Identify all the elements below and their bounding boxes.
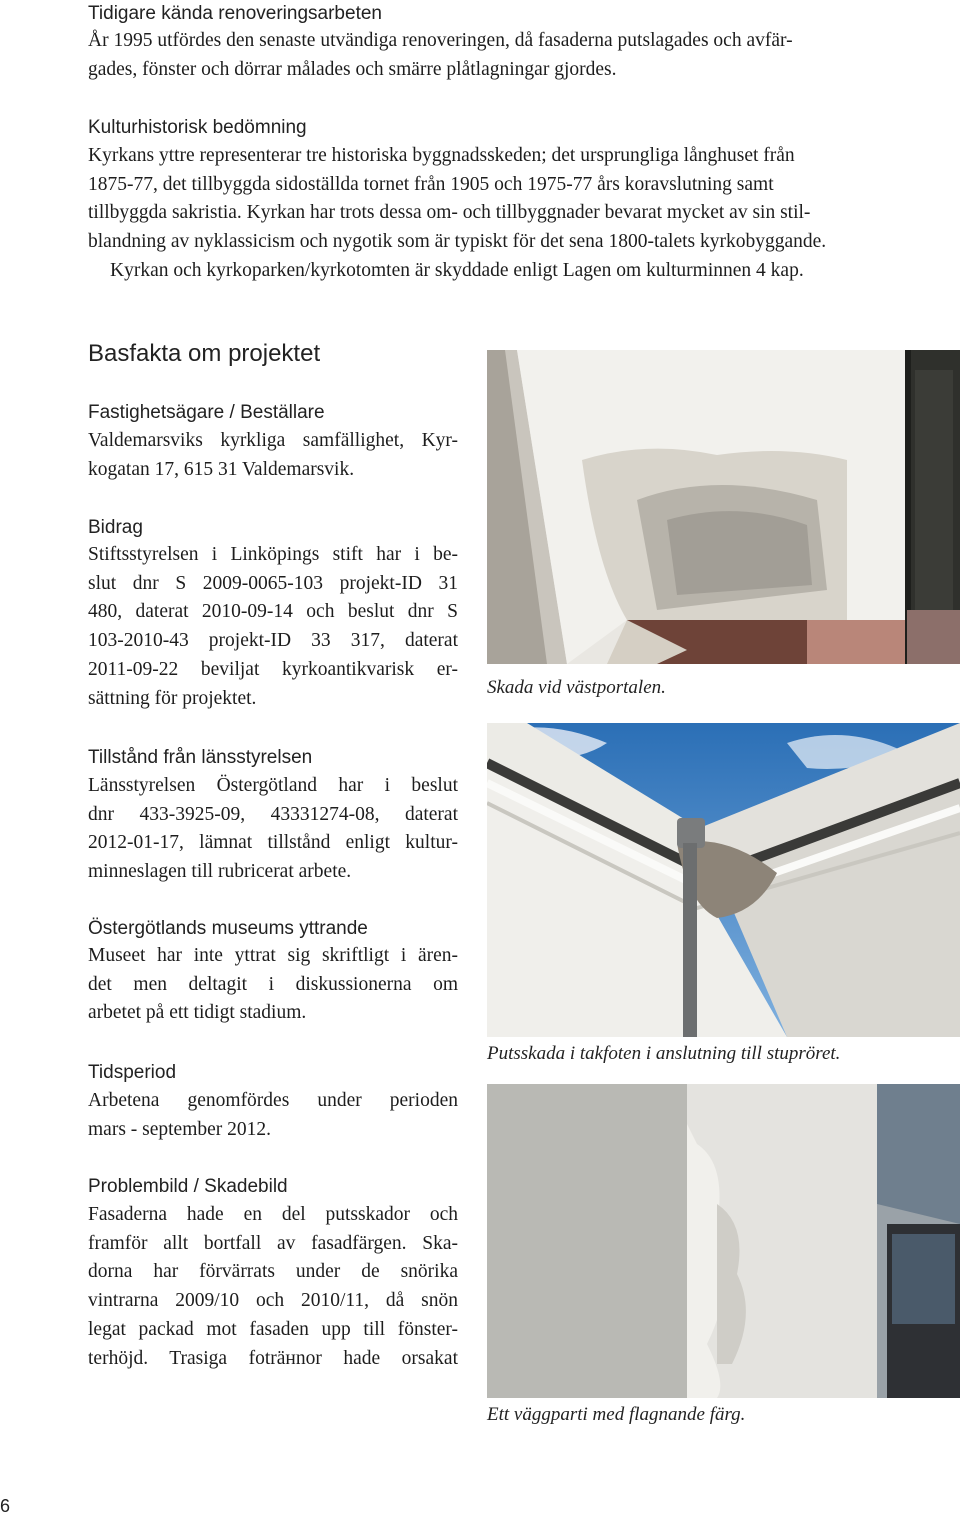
problem-line: dorna har förvärrats under de snörika [88,1261,458,1283]
grant-line: 103-2010-43 projekt-ID 33 317, daterat [88,630,458,652]
owner-line: kogatan 17, 615 31 Valdemarsvik. [88,458,355,480]
problem-line: terhöjd. Trasiga foträнnor hade orsakat [88,1347,458,1369]
renovation-line: gades, fönster och dörrar målades och smärre plåtlagningar gjordes. [88,58,617,80]
period-line: Arbetena genomfördes under perioden [88,1090,458,1111]
permit-paragraph [88,772,458,887]
renovation-heading: Tidigare kända renoveringsarbeten [88,3,382,24]
owner-heading: Fastighetsägare / Beställare [88,402,325,423]
problem-line: framför allt bortfall av fasadfärgen. Ska- [88,1232,458,1254]
basfakta-heading: Basfakta om projektet [88,340,321,367]
renovation-paragraph [88,27,896,84]
caption-eaves-downpipe: Putsskada i takfoten i anslutning till stupröret. [487,1043,841,1064]
grant-line: slut dnr S 2009-0065-103 projekt-ID 31 [88,572,458,594]
caption-west-portal: Skada vid västportalen. [487,677,666,698]
photo-west-portal-damage [487,350,960,664]
renovation-line: År 1995 utfördes den senaste utvändiga renoveringen, då fasaderna putslagades och avfär- [88,30,793,51]
problem-paragraph [88,1201,458,1373]
grant-line: Stiftsstyrelsen i Linköpings stift har i be- [88,544,458,565]
grant-paragraph [88,541,458,713]
assessment-paragraph [88,142,900,286]
problem-line: legat packad mot fasaden upp till fönster- [88,1318,458,1340]
museum-paragraph [88,942,458,1028]
period-line: mars - september 2012. [88,1118,272,1140]
caption-flaking-wall: Ett väggparti med flagnande färg. [487,1404,746,1425]
assessment-line: Kyrkans yttre representerar tre historiska byggnadsskeden; det ursprungliga långhuset från [88,145,795,166]
grant-heading: Bidrag [88,517,143,538]
permit-line: minneslagen till rubricerat arbete. [88,861,352,883]
photo-eaves-downpipe [487,723,960,1037]
problem-line: vintrarna 2009/10 och 2010/11, då snön [88,1290,458,1312]
assessment-line: tillbyggda sakristia. Kyrkan har trots dessa om- och tillbyggnader bevarat mycket av sin stil- [88,202,811,224]
page-number: 6 [0,1496,11,1516]
grant-line: 2011-09-22 beviljat kyrkoantikvarisk er- [88,658,458,680]
problem-heading: Problembild / Skadebild [88,1176,288,1197]
owner-line: Valdemarsviks kyrkliga samfällighet, Kyr- [88,430,458,451]
permit-line: Länsstyrelsen Östergötland har i beslut [88,775,458,796]
problem-line: Fasaderna hade en del putsskador och [88,1204,458,1225]
assessment-line: blandning av nyklassicism och nygotik som är typiskt för det sena 1800-talets kyrkobyggande. [88,231,827,253]
assessment-line: Kyrkan och kyrkoparken/kyrkotomten är skyddade enligt Lagen om kulturminnen 4 kap. [110,259,804,281]
grant-line: sättning för projektet. [88,687,257,709]
permit-heading: Tillstånd från länsstyrelsen [88,747,313,768]
period-paragraph [88,1087,458,1144]
museum-line: arbetet på ett tidigt stadium. [88,1002,307,1024]
owner-paragraph [88,427,458,484]
permit-line: 2012-01-17, lämnat tillstånd enligt kultur- [88,832,458,854]
photo-flaking-wall [487,1084,960,1398]
museum-heading: Östergötlands museums yttrande [88,918,368,939]
grant-line: 480, daterat 2010-09-14 och beslut dnr S [88,601,458,623]
permit-line: dnr 433-3925-09, 43331274-08, daterat [88,803,458,825]
assessment-line: 1875-77, det tillbyggda sidoställda tornet från 1905 och 1975-77 års koravslutning samt [88,173,774,195]
museum-line: det men deltagit i diskussionerna om [88,973,458,995]
period-heading: Tidsperiod [88,1062,177,1083]
assessment-heading: Kulturhistorisk bedömning [88,117,307,138]
museum-line: Museet har inte yttrat sig skriftligt i ären- [88,945,458,966]
